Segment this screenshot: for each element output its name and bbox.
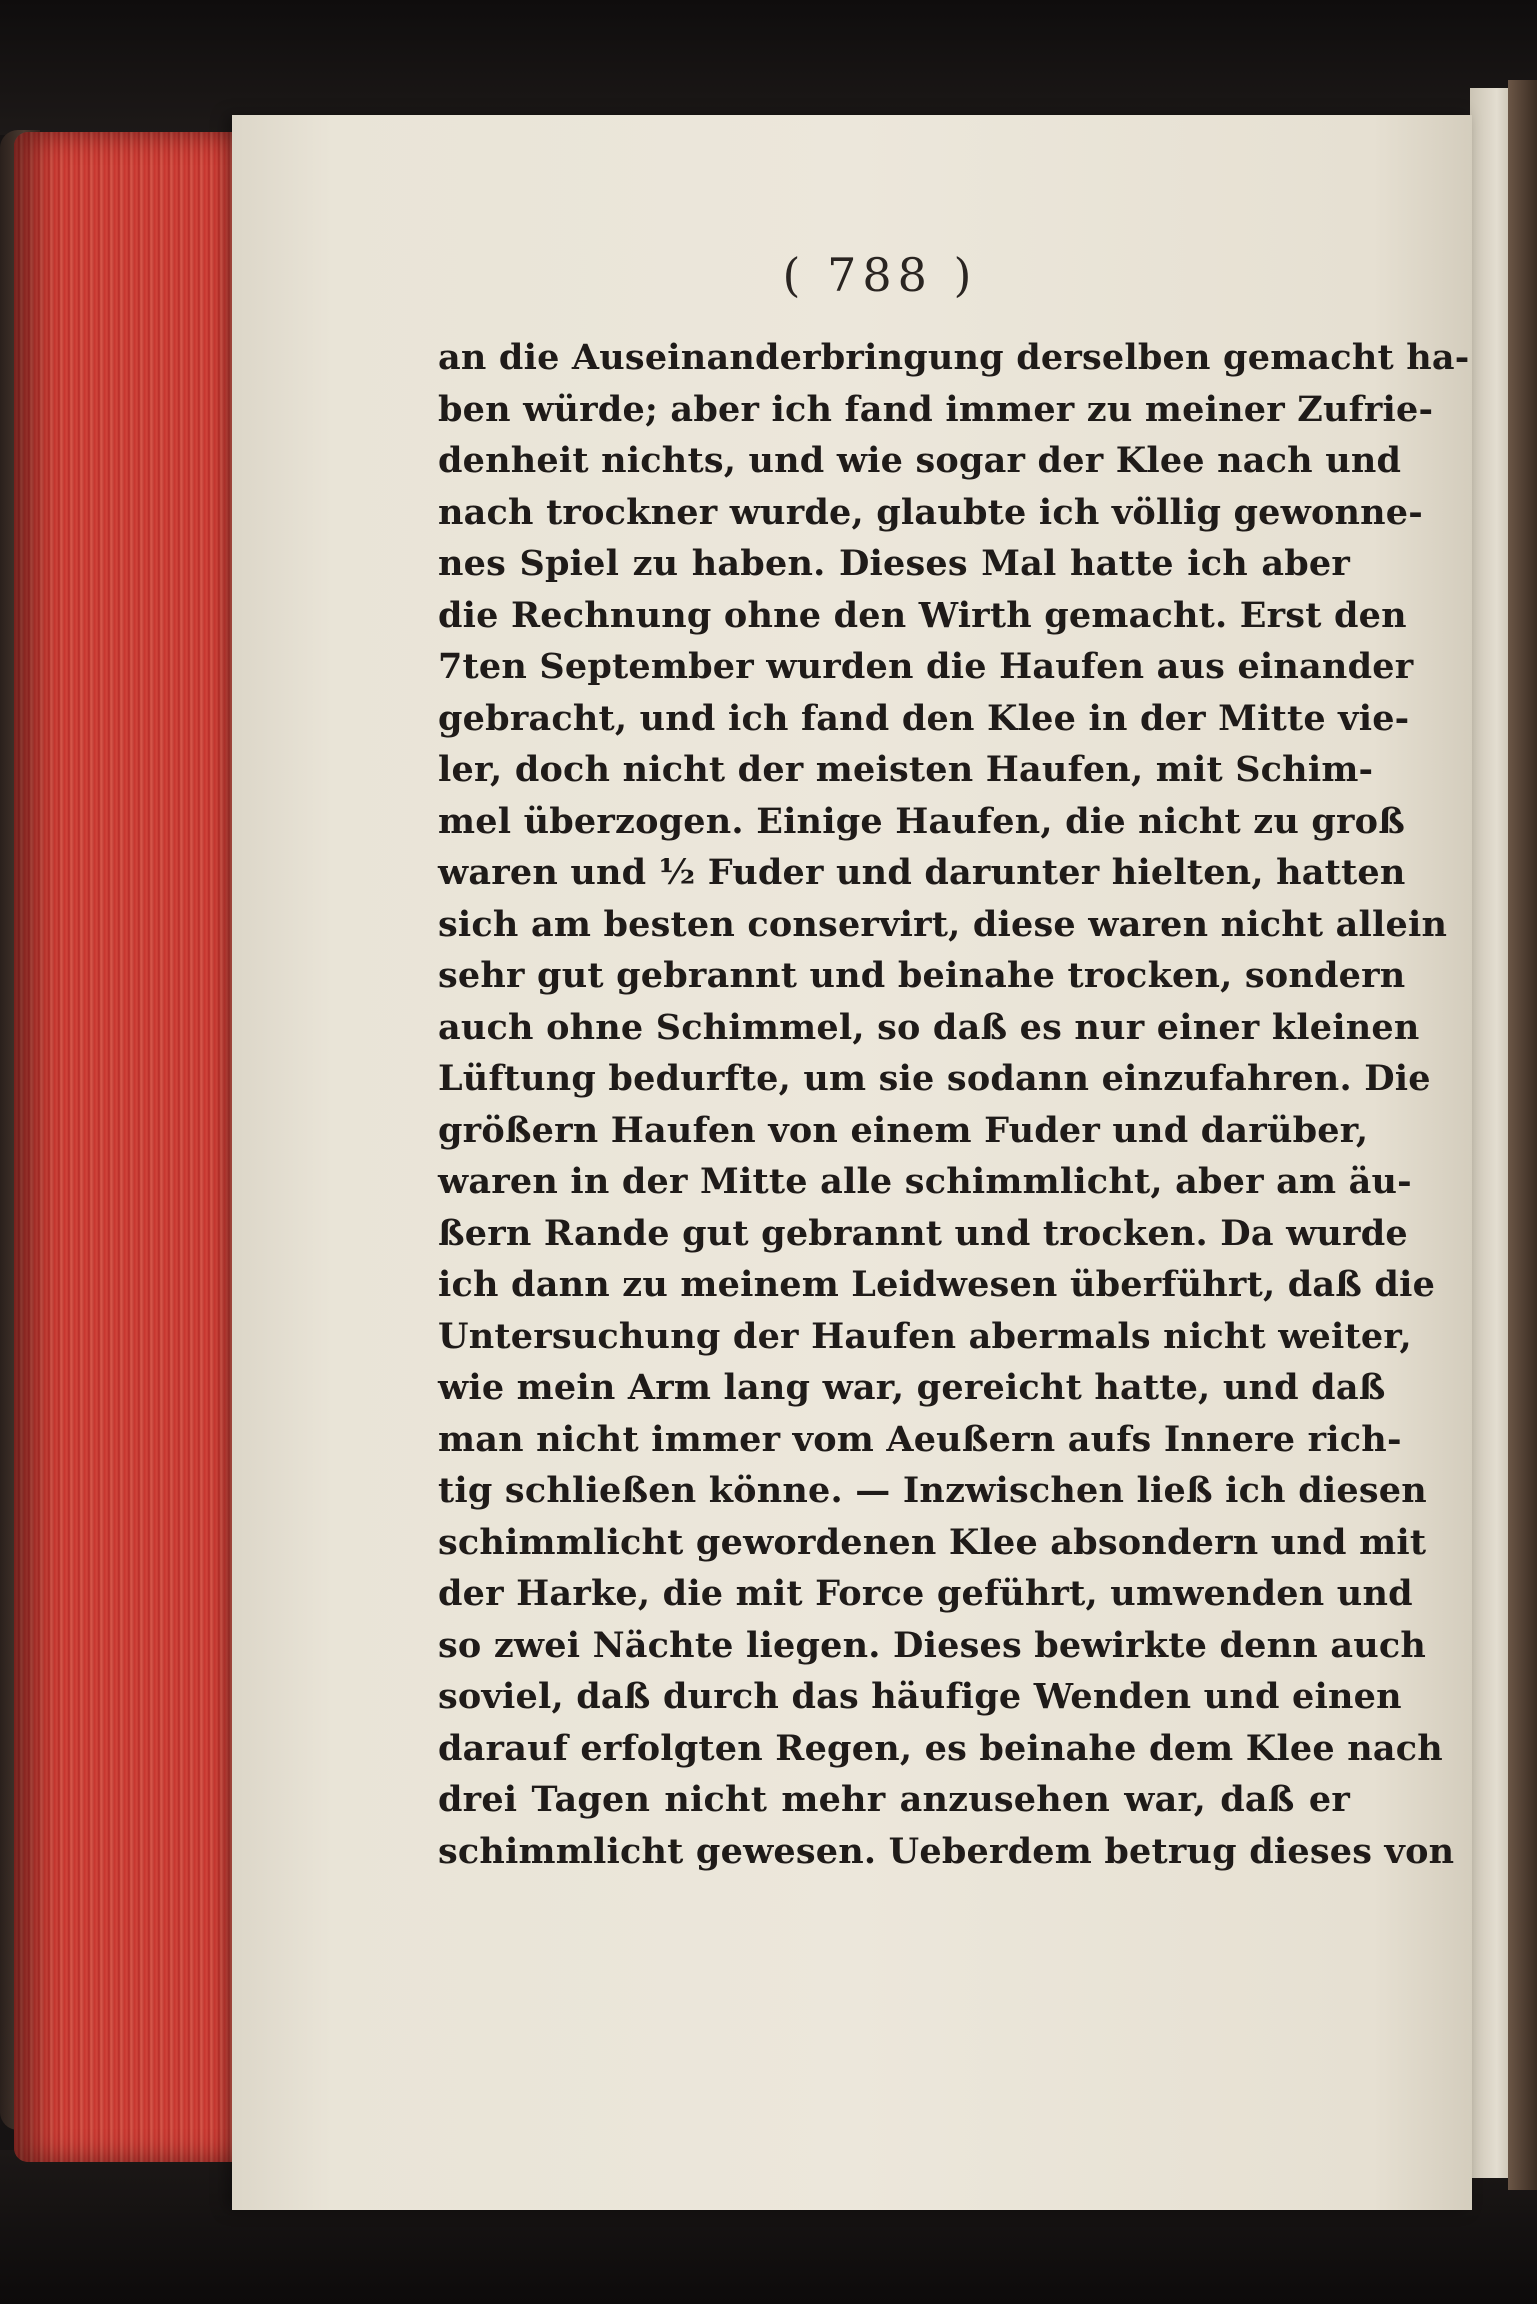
text-line: waren in der Mitte alle schimmlicht, aber am äu-: [438, 1161, 1412, 1202]
text-line: an die Auseinanderbringung derselben gemacht ha-: [438, 337, 1470, 378]
page-text: [438, 332, 1470, 1877]
text-line: denheit nichts, und wie sogar der Klee nach und: [438, 440, 1402, 481]
text-line: sich am besten conservirt, diese waren nicht allein: [438, 903, 1448, 945]
text-line: waren und ½ Fuder und darunter hielten, hatten: [438, 852, 1406, 893]
text-line: 7ten September wurden die Haufen aus einander: [438, 646, 1414, 687]
text-line: ler, doch nicht der meisten Haufen, mit Schim-: [438, 749, 1374, 790]
text-line: wie mein Arm lang war, gereicht hatte, und daß: [438, 1367, 1386, 1408]
text-line: nach trockner wurde, glaubte ich völlig gewonne-: [438, 491, 1424, 533]
book-cover-right: [1508, 80, 1537, 2190]
text-line: mel überzogen. Einige Haufen, die nicht zu groß: [438, 800, 1405, 842]
text-line: soviel, daß durch das häufige Wenden und einen: [438, 1676, 1402, 1717]
text-line: drei Tagen nicht mehr anzusehen war, daß er: [438, 1779, 1350, 1820]
text-line: so zwei Nächte liegen. Dieses bewirkte denn auch: [438, 1624, 1427, 1666]
text-line: größern Haufen von einem Fuder und darüber,: [438, 1109, 1369, 1151]
text-line: auch ohne Schimmel, so daß es nur einer kleinen: [438, 1006, 1420, 1048]
text-line: gebracht, und ich fand den Klee in der Mitte vie-: [438, 697, 1410, 739]
text-line: Untersuchung der Haufen abermals nicht weiter,: [438, 1315, 1412, 1357]
text-line: man nicht immer vom Aeußern aufs Innere rich-: [438, 1418, 1402, 1460]
text-line: die Rechnung ohne den Wirth gemacht. Erst den: [438, 594, 1407, 636]
text-line: der Harke, die mit Force geführt, umwenden und: [438, 1573, 1413, 1614]
text-line: schimmlicht gewordenen Klee absondern und mit: [438, 1521, 1427, 1563]
text-line: Lüftung bedurfte, um sie sodann einzufahren. Die: [438, 1058, 1431, 1099]
text-line: nes Spiel zu haben. Dieses Mal hatte ich aber: [438, 543, 1350, 584]
text-line: tig schließen könne. — Inzwischen ließ ich diesen: [438, 1470, 1427, 1511]
text-line: sehr gut gebrannt und beinahe trocken, sondern: [438, 955, 1406, 996]
text-line: ich dann zu meinem Leidwesen überführt, daß die: [438, 1264, 1436, 1305]
text-line: schimmlicht gewesen. Ueberdem betrug dieses von: [438, 1830, 1455, 1872]
page-number: ( 788 ): [782, 248, 978, 302]
text-line: ßern Rande gut gebrannt und trocken. Da wurde: [438, 1212, 1408, 1254]
page-edges-red: [14, 132, 254, 2162]
text-line: darauf erfolgten Regen, es beinahe dem Klee nach: [438, 1727, 1443, 1769]
text-line: ben würde; aber ich fand immer zu meiner Zufrie-: [438, 388, 1434, 430]
